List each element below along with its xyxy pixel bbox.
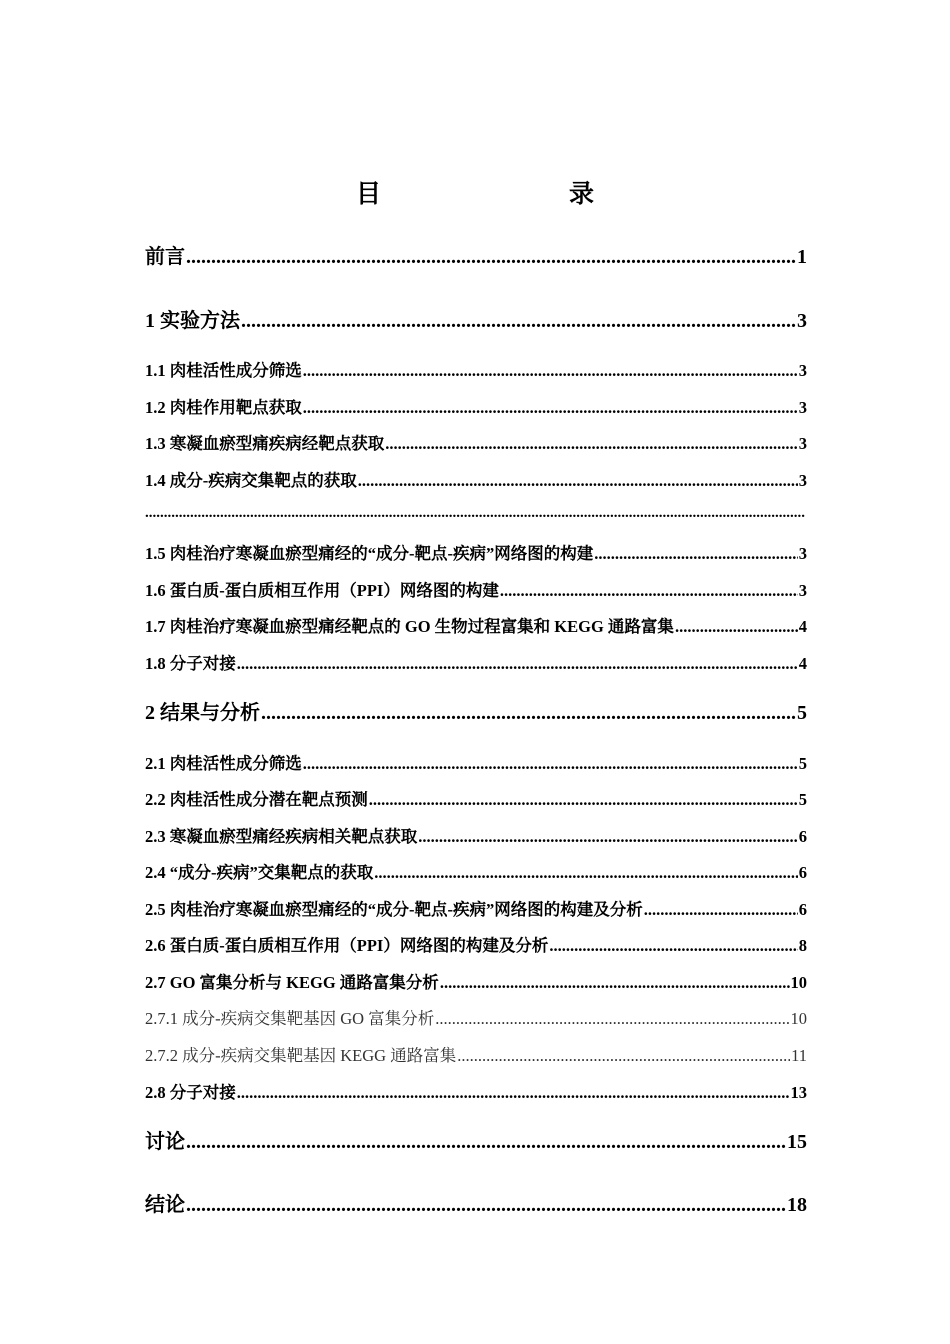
toc-entry-page: 3 bbox=[798, 581, 807, 600]
dot-leader bbox=[303, 754, 798, 774]
toc-entry-1-2[interactable] bbox=[145, 394, 807, 418]
toc-entry-page: 13 bbox=[790, 1083, 807, 1102]
toc-entry-2-8[interactable] bbox=[145, 1079, 807, 1103]
dot-leader bbox=[261, 702, 796, 725]
toc-entry-page: 3 bbox=[798, 434, 807, 453]
toc-entry-label: 2.4 “成分-疾病”交集靶点的获取 bbox=[145, 863, 374, 882]
toc-entry-label: 1.2 肉桂作用靶点获取 bbox=[145, 398, 302, 417]
dot-leader bbox=[440, 973, 790, 993]
toc-entry-page: 3 bbox=[798, 471, 807, 490]
dot-leader bbox=[594, 544, 798, 564]
toc-entry-label: 1 实验方法 bbox=[145, 310, 240, 332]
dot-leader bbox=[457, 1046, 790, 1066]
toc-entry-page: 18 bbox=[787, 1194, 807, 1216]
dot-leader bbox=[303, 398, 798, 418]
toc-entry-2-1[interactable] bbox=[145, 750, 807, 774]
toc-entry-label: 2.3 寒凝血瘀型痛经疾病相关靶点获取 bbox=[145, 827, 418, 846]
toc-entry-2-3[interactable] bbox=[145, 823, 807, 847]
toc-entry-label: 2.7 GO 富集分析与 KEGG 通路富集分析 bbox=[145, 973, 439, 992]
toc-entry-1-1[interactable] bbox=[145, 357, 807, 381]
dot-leader bbox=[549, 936, 797, 956]
dot-leader bbox=[186, 1194, 786, 1217]
dot-leader bbox=[369, 790, 798, 810]
toc-entry-page: 10 bbox=[790, 973, 807, 992]
dot-leader bbox=[358, 471, 798, 491]
toc-entry-page: 11 bbox=[791, 1046, 807, 1065]
toc-entry-1-6[interactable] bbox=[145, 577, 807, 601]
dot-leader-line bbox=[145, 505, 805, 522]
toc-entry-page: 3 bbox=[798, 398, 807, 417]
toc-entry-page: 10 bbox=[790, 1009, 807, 1028]
dot-leader bbox=[675, 617, 798, 637]
toc-entry-page: 1 bbox=[797, 246, 807, 268]
toc-entry-1-7[interactable] bbox=[145, 613, 807, 637]
toc-entry-label: 讨论 bbox=[145, 1131, 185, 1153]
toc-entry-label: 1.7 肉桂治疗寒凝血瘀型痛经靶点的 GO 生物过程富集和 KEGG 通路富集 bbox=[145, 617, 674, 636]
toc-entry-conclusion[interactable] bbox=[145, 1188, 807, 1217]
toc-entry-page: 4 bbox=[798, 617, 807, 636]
toc-entry-label: 2 结果与分析 bbox=[145, 702, 260, 724]
toc-entry-2-5[interactable] bbox=[145, 896, 807, 920]
dot-leader bbox=[644, 900, 798, 920]
toc-entry-2-7-2[interactable] bbox=[145, 1042, 807, 1066]
toc-entry-1-4[interactable] bbox=[145, 467, 807, 491]
toc-entry-label: 1.8 分子对接 bbox=[145, 654, 236, 673]
toc-entry-label: 1.5 肉桂治疗寒凝血瘀型痛经的“成分-靶点-疾病”网络图的构建 bbox=[145, 544, 594, 563]
toc-entry-label: 2.7.1 成分-疾病交集靶基因 GO 富集分析 bbox=[145, 1009, 435, 1028]
toc-entry-label: 1.4 成分-疾病交集靶点的获取 bbox=[145, 471, 357, 490]
toc-entry-page: 3 bbox=[798, 544, 807, 563]
toc-entry-1-8[interactable] bbox=[145, 650, 807, 674]
toc-entry-2-4[interactable] bbox=[145, 859, 807, 883]
toc-title: 目 录 bbox=[355, 181, 640, 208]
toc-entry-label: 结论 bbox=[145, 1194, 185, 1216]
toc-entry-page: 5 bbox=[798, 754, 807, 773]
dot-leader bbox=[186, 246, 796, 269]
toc-entry-label: 2.1 肉桂活性成分筛选 bbox=[145, 754, 302, 773]
toc-entry-2[interactable] bbox=[145, 696, 807, 725]
toc-entry-label: 1.3 寒凝血瘀型痛疾病经靶点获取 bbox=[145, 434, 385, 453]
toc-entry-2-7-1[interactable] bbox=[145, 1005, 807, 1029]
toc-entry-discussion[interactable] bbox=[145, 1125, 807, 1154]
toc-entry-page: 6 bbox=[798, 900, 807, 919]
dot-leader bbox=[241, 310, 796, 333]
toc-entry-page: 3 bbox=[797, 310, 807, 332]
dot-leader bbox=[418, 827, 798, 847]
toc-entry-preface[interactable] bbox=[145, 240, 807, 269]
dot-leader bbox=[237, 654, 798, 674]
toc-entry-page: 15 bbox=[787, 1131, 807, 1153]
toc-entry-page: 4 bbox=[798, 654, 807, 673]
toc-entry-1[interactable] bbox=[145, 304, 807, 333]
dot-leader bbox=[186, 1131, 786, 1154]
dot-leader bbox=[435, 1009, 789, 1029]
dot-leader bbox=[374, 863, 798, 883]
toc-entry-page: 8 bbox=[798, 936, 807, 955]
toc-entry-label: 2.2 肉桂活性成分潜在靶点预测 bbox=[145, 790, 368, 809]
toc-entry-page: 6 bbox=[798, 863, 807, 882]
toc-entry-1-3[interactable] bbox=[145, 430, 807, 454]
toc-entry-page: 5 bbox=[797, 702, 807, 724]
dot-leader bbox=[385, 434, 798, 454]
toc-entry-2-2[interactable] bbox=[145, 786, 807, 810]
toc-entry-label: 1.6 蛋白质-蛋白质相互作用（PPI）网络图的构建 bbox=[145, 581, 499, 600]
dot-leader bbox=[303, 361, 798, 381]
toc-entry-1-5[interactable] bbox=[145, 540, 807, 564]
toc-entry-page: 6 bbox=[798, 827, 807, 846]
dot-leader bbox=[237, 1083, 790, 1103]
toc-entry-page: 3 bbox=[798, 361, 807, 380]
toc-entry-label: 1.1 肉桂活性成分筛选 bbox=[145, 361, 302, 380]
toc-entry-label: 2.6 蛋白质-蛋白质相互作用（PPI）网络图的构建及分析 bbox=[145, 936, 549, 955]
toc-entry-2-7[interactable] bbox=[145, 969, 807, 993]
dot-leader bbox=[500, 581, 798, 601]
toc-entry-2-6[interactable] bbox=[145, 932, 807, 956]
toc-entry-label: 2.5 肉桂治疗寒凝血瘀型痛经的“成分-靶点-疾病”网络图的构建及分析 bbox=[145, 900, 643, 919]
toc-entry-label: 2.7.2 成分-疾病交集靶基因 KEGG 通路富集 bbox=[145, 1046, 457, 1065]
toc-entry-page: 5 bbox=[798, 790, 807, 809]
toc-entry-label: 2.8 分子对接 bbox=[145, 1083, 236, 1102]
toc-entry-label: 前言 bbox=[145, 246, 185, 268]
